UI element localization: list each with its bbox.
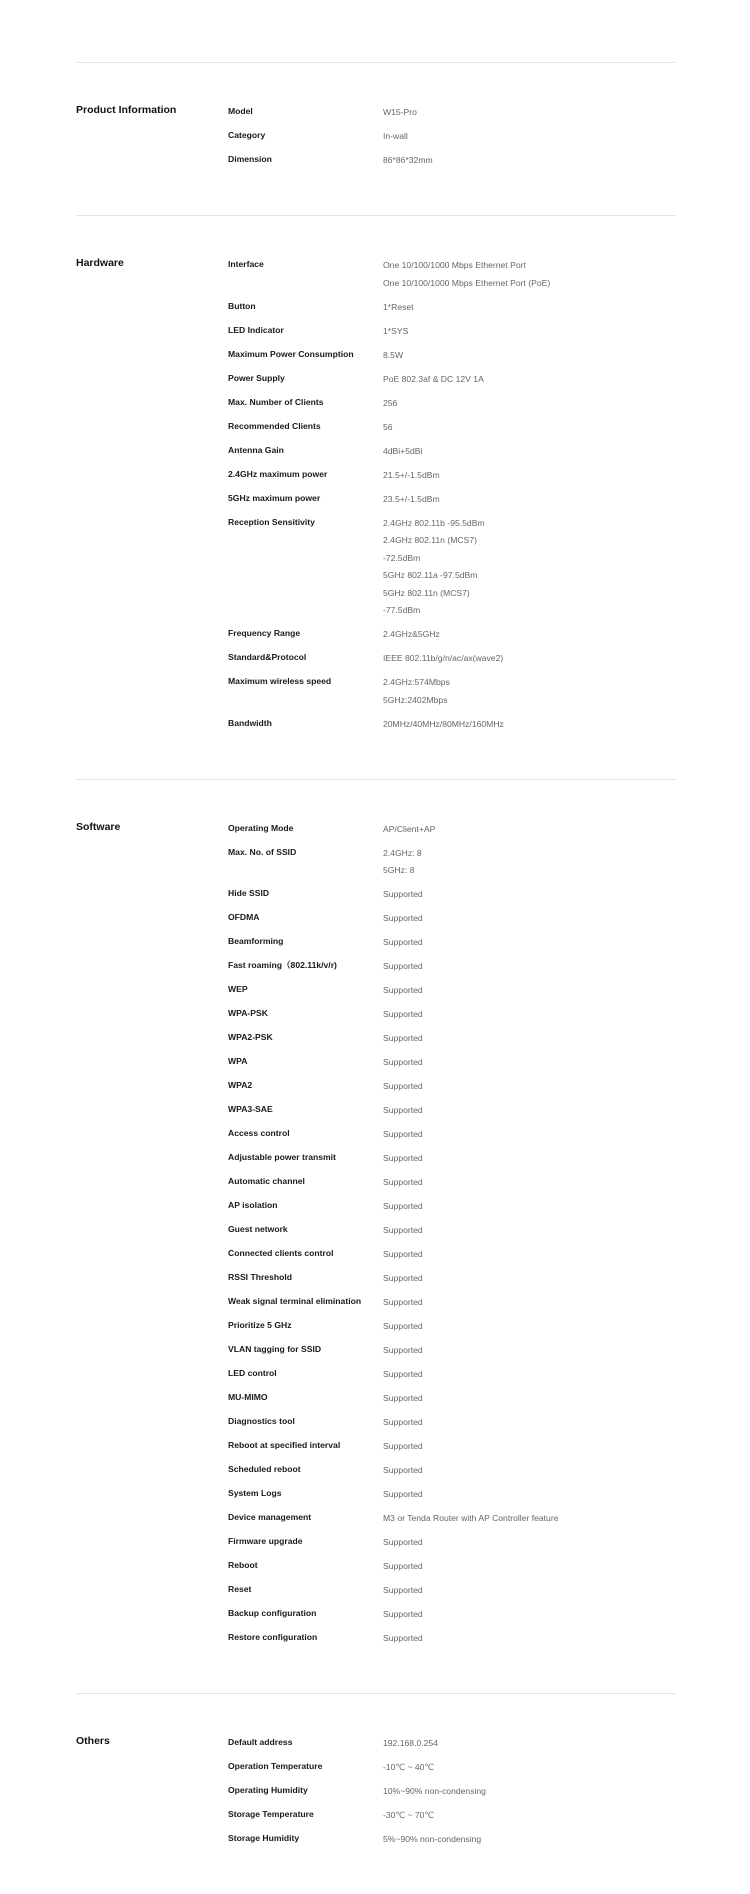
spec-values: [383, 1053, 676, 1071]
spec-row: [228, 673, 676, 708]
spec-row: [228, 1245, 676, 1263]
spec-value: 8.5W: [383, 349, 404, 360]
spec-values: [383, 820, 676, 838]
spec-values: [383, 1830, 676, 1848]
section-title: Hardware: [76, 257, 124, 269]
spec-row: [228, 1485, 676, 1503]
spec-label: Prioritize 5 GHz: [228, 1320, 292, 1330]
spec-row: [228, 1581, 676, 1599]
spec-page: [76, 62, 676, 1894]
spec-values: [383, 1149, 676, 1167]
spec-label: Device management: [228, 1512, 312, 1522]
spec-value: Supported: [383, 1417, 423, 1427]
spec-label: WPA2-PSK: [228, 1032, 273, 1042]
spec-section: [76, 1694, 676, 1894]
spec-values: [383, 1413, 676, 1431]
spec-value: In-wall: [383, 131, 408, 141]
spec-values: [383, 1734, 676, 1752]
spec-value: Supported: [383, 1489, 423, 1499]
spec-label: Interface: [228, 259, 264, 269]
spec-values: [383, 1173, 676, 1191]
spec-label: Maximum Power Consumption: [228, 348, 354, 359]
spec-value: 4dBi+5dBi: [383, 445, 423, 456]
spec-row: [228, 1365, 676, 1383]
spec-row: [228, 1005, 676, 1023]
spec-value: Supported: [383, 1009, 423, 1019]
spec-row: [228, 1077, 676, 1095]
spec-values: [383, 1245, 676, 1263]
spec-values: [383, 1509, 676, 1527]
spec-section: [76, 63, 676, 215]
spec-row: [228, 322, 676, 340]
spec-value: 256: [383, 397, 398, 408]
spec-values: [383, 1005, 676, 1023]
spec-label: Storage Temperature: [228, 1809, 314, 1819]
spec-value: Supported: [383, 1537, 423, 1547]
spec-label: Model: [228, 106, 253, 116]
spec-values: [383, 103, 676, 121]
spec-value: -77.5dBm: [383, 605, 421, 615]
spec-values: [383, 1581, 676, 1599]
spec-value: Supported: [383, 889, 423, 899]
spec-values: [383, 1389, 676, 1407]
spec-value: AP/Client+AP: [383, 823, 436, 834]
spec-row: [228, 1734, 676, 1752]
spec-values: [383, 957, 676, 975]
spec-label: MU-MIMO: [228, 1392, 268, 1402]
spec-label: LED control: [228, 1368, 277, 1378]
spec-value: 5GHz 802.11a -97.5dBm: [383, 570, 478, 580]
spec-label: Antenna Gain: [228, 444, 284, 455]
spec-row: [228, 649, 676, 667]
spec-row: [228, 1830, 676, 1848]
spec-values: [383, 1437, 676, 1455]
spec-value: Supported: [383, 1033, 423, 1043]
spec-value: 21.5+/-1.5dBm: [383, 469, 440, 480]
spec-row: [228, 1197, 676, 1215]
spec-rows: [228, 256, 676, 739]
spec-row: [228, 514, 676, 619]
spec-values: [383, 127, 676, 145]
spec-row: [228, 394, 676, 412]
spec-row: [228, 490, 676, 508]
spec-value: Supported: [383, 937, 423, 947]
spec-label: Recommended Clients: [228, 420, 321, 431]
spec-row: [228, 103, 676, 121]
spec-value: M3 or Tenda Router with AP Controller feature: [383, 1513, 559, 1523]
spec-row: [228, 1806, 676, 1824]
spec-values: [383, 909, 676, 927]
spec-label: Power Supply: [228, 372, 285, 383]
spec-row: [228, 1605, 676, 1623]
spec-label: Restore configuration: [228, 1632, 318, 1642]
spec-values: [383, 1029, 676, 1047]
spec-value: 2.4GHz 802.11b -95.5dBm: [383, 517, 485, 528]
spec-value: 56: [383, 421, 393, 432]
spec-row: [228, 442, 676, 460]
spec-values: [383, 1101, 676, 1119]
spec-row: [228, 466, 676, 484]
spec-row: [228, 1341, 676, 1359]
spec-row: [228, 1317, 676, 1335]
spec-values: [383, 1557, 676, 1575]
spec-row: [228, 715, 676, 733]
spec-label: Bandwidth: [228, 717, 272, 728]
spec-values: [383, 1629, 676, 1647]
spec-value: 5GHz:2402Mbps: [383, 694, 448, 705]
spec-values: [383, 1317, 676, 1335]
spec-values: [383, 673, 676, 708]
spec-row: [228, 933, 676, 951]
spec-row: [228, 981, 676, 999]
spec-values: [383, 442, 676, 460]
spec-values: [383, 885, 676, 903]
spec-row: [228, 418, 676, 436]
spec-values: [383, 844, 676, 879]
spec-label: OFDMA: [228, 912, 260, 922]
spec-row: [228, 885, 676, 903]
spec-label: Maximum wireless speed: [228, 676, 332, 686]
spec-values: [383, 322, 676, 340]
spec-label: Connected clients control: [228, 1248, 334, 1258]
spec-label: Automatic channel: [228, 1176, 305, 1186]
spec-label: Guest network: [228, 1224, 288, 1234]
spec-value: Supported: [383, 1321, 423, 1331]
spec-row: [228, 820, 676, 838]
spec-value: Supported: [383, 1177, 423, 1187]
spec-value: 23.5+/-1.5dBm: [383, 493, 440, 504]
spec-values: [383, 1605, 676, 1623]
spec-row: [228, 1101, 676, 1119]
spec-label: AP isolation: [228, 1200, 278, 1210]
spec-label: VLAN tagging for SSID: [228, 1344, 322, 1354]
spec-values: [383, 514, 676, 619]
section-title: Software: [76, 820, 121, 833]
spec-values: [383, 1533, 676, 1551]
spec-label: Access control: [228, 1128, 290, 1138]
spec-row: [228, 127, 676, 145]
spec-value: One 10/100/1000 Mbps Ethernet Port (PoE): [383, 277, 551, 288]
spec-values: [383, 418, 676, 436]
spec-row: [228, 1782, 676, 1800]
spec-row: [228, 1461, 676, 1479]
spec-label: Hide SSID: [228, 888, 270, 898]
spec-row: [228, 1221, 676, 1239]
spec-row: [228, 298, 676, 316]
spec-label: WPA3-SAE: [228, 1104, 273, 1114]
spec-label: Operating Mode: [228, 822, 294, 833]
spec-values: [383, 394, 676, 412]
spec-rows: [228, 103, 676, 175]
spec-values: [383, 256, 676, 291]
spec-value: 2.4GHz 802.11n (MCS7): [383, 535, 477, 545]
spec-values: [383, 1341, 676, 1359]
spec-values: [383, 370, 676, 388]
spec-value: 10%~90% non-condensing: [383, 1786, 486, 1796]
spec-label: Fast roaming（802.11k/v/r): [228, 960, 337, 970]
spec-value: 5%~90% non-condensing: [383, 1834, 482, 1844]
spec-values: [383, 715, 676, 733]
spec-values: [383, 466, 676, 484]
spec-label: WPA-PSK: [228, 1008, 268, 1018]
spec-value: 1*SYS: [383, 325, 409, 336]
spec-row: [228, 1557, 676, 1575]
spec-value: Supported: [383, 1153, 423, 1163]
spec-values: [383, 1782, 676, 1800]
spec-value: Supported: [383, 1201, 423, 1211]
spec-value: Supported: [383, 1249, 423, 1259]
spec-value: Supported: [383, 1609, 423, 1619]
spec-label: Dimension: [228, 154, 272, 164]
spec-value: Supported: [383, 1585, 423, 1595]
spec-value: 20MHz/40MHz/80MHz/160MHz: [383, 718, 504, 729]
spec-values: [383, 1365, 676, 1383]
spec-value: 86*86*32mm: [383, 155, 433, 165]
spec-values: [383, 1485, 676, 1503]
spec-label: Reset: [228, 1584, 252, 1594]
spec-row: [228, 256, 676, 291]
spec-label: Reception Sensitivity: [228, 516, 315, 527]
spec-label: WPA: [228, 1056, 248, 1066]
spec-row: [228, 1509, 676, 1527]
spec-value: Supported: [383, 1129, 423, 1139]
spec-label: LED Indicator: [228, 324, 284, 335]
spec-values: [383, 1077, 676, 1095]
spec-row: [228, 1437, 676, 1455]
spec-values: [383, 346, 676, 364]
spec-row: [228, 1413, 676, 1431]
spec-value: 2.4GHz: 8: [383, 847, 422, 858]
spec-values: [383, 649, 676, 667]
spec-value: Supported: [383, 1561, 423, 1571]
spec-row: [228, 1758, 676, 1776]
spec-row: [228, 844, 676, 879]
spec-values: [383, 298, 676, 316]
spec-row: [228, 1629, 676, 1647]
spec-values: [383, 1269, 676, 1287]
spec-label: Frequency Range: [228, 628, 301, 638]
spec-label: Max. Number of Clients: [228, 396, 324, 407]
spec-values: [383, 1197, 676, 1215]
spec-label: Operating Humidity: [228, 1785, 308, 1795]
spec-value: Supported: [383, 1465, 423, 1475]
spec-row: [228, 1389, 676, 1407]
spec-values: [383, 933, 676, 951]
spec-row: [228, 1269, 676, 1287]
spec-value: 192.168.0.254: [383, 1738, 438, 1748]
spec-value: Supported: [383, 1633, 423, 1643]
spec-values: [383, 981, 676, 999]
spec-value: Supported: [383, 1441, 423, 1451]
spec-label: 2.4GHz maximum power: [228, 468, 328, 479]
spec-value: Supported: [383, 1057, 423, 1067]
spec-label: WEP: [228, 984, 248, 994]
spec-label: WPA2: [228, 1080, 253, 1090]
spec-row: [228, 151, 676, 169]
spec-label: Operation Temperature: [228, 1761, 323, 1771]
spec-values: [383, 490, 676, 508]
spec-value: 5GHz: 8: [383, 865, 415, 875]
spec-values: [383, 151, 676, 169]
spec-value: IEEE 802.11b/g/n/ac/ax(wave2): [383, 653, 504, 663]
spec-value: -30℃ ~ 70℃: [383, 1810, 435, 1820]
spec-row: [228, 1053, 676, 1071]
spec-value: Supported: [383, 1273, 423, 1283]
spec-section: [76, 780, 676, 1694]
spec-value: Supported: [383, 913, 423, 923]
spec-row: [228, 346, 676, 364]
spec-values: [383, 1806, 676, 1824]
spec-row: [228, 1125, 676, 1143]
spec-values: [383, 1758, 676, 1776]
spec-values: [383, 1221, 676, 1239]
spec-value: Supported: [383, 1081, 423, 1091]
spec-label: Diagnostics tool: [228, 1416, 295, 1426]
spec-value: Supported: [383, 1393, 423, 1403]
spec-label: Adjustable power transmit: [228, 1152, 336, 1162]
spec-label: Weak signal terminal elimination: [228, 1296, 362, 1306]
spec-label: Scheduled reboot: [228, 1464, 301, 1474]
spec-value: One 10/100/1000 Mbps Ethernet Port: [383, 260, 526, 270]
spec-values: [383, 1125, 676, 1143]
spec-row: [228, 1293, 676, 1311]
spec-row: [228, 625, 676, 643]
spec-label: System Logs: [228, 1488, 282, 1498]
spec-values: [383, 1461, 676, 1479]
spec-value: Supported: [383, 985, 423, 995]
spec-values: [383, 1293, 676, 1311]
spec-label: Standard&Protocol: [228, 652, 307, 662]
spec-value: Supported: [383, 1297, 423, 1307]
spec-label: Firmware upgrade: [228, 1536, 303, 1546]
spec-value: Supported: [383, 1225, 423, 1235]
spec-label: 5GHz maximum power: [228, 492, 321, 503]
section-title: Product Information: [76, 104, 177, 116]
spec-value: -72.5dBm: [383, 552, 421, 563]
spec-label: RSSI Threshold: [228, 1272, 292, 1282]
spec-value: 2.4GHz:574Mbps: [383, 677, 450, 687]
spec-value: 2.4GHz&5GHz: [383, 629, 440, 639]
spec-label: Max. No. of SSID: [228, 846, 297, 857]
spec-label: Backup configuration: [228, 1608, 317, 1618]
section-title: Others: [76, 1735, 110, 1747]
spec-section: [76, 216, 676, 779]
spec-label: Button: [228, 300, 256, 311]
spec-row: [228, 1173, 676, 1191]
spec-row: [228, 1533, 676, 1551]
spec-row: [228, 909, 676, 927]
spec-value: Supported: [383, 961, 423, 971]
spec-value: 1*Reset: [383, 301, 414, 312]
spec-value: Supported: [383, 1345, 423, 1355]
spec-label: Storage Humidity: [228, 1833, 300, 1843]
spec-value: Supported: [383, 1369, 423, 1379]
spec-label: Default address: [228, 1737, 293, 1747]
spec-row: [228, 370, 676, 388]
spec-rows: [228, 1734, 676, 1854]
spec-value: 5GHz 802.11n (MCS7): [383, 587, 470, 598]
spec-rows: [228, 820, 676, 1654]
spec-value: PoE 802.3af & DC 12V 1A: [383, 373, 484, 384]
spec-values: [383, 625, 676, 643]
spec-label: Beamforming: [228, 936, 284, 946]
spec-label: Reboot: [228, 1560, 258, 1570]
spec-value: W15-Pro: [383, 107, 417, 117]
spec-label: Category: [228, 130, 266, 140]
spec-label: Reboot at specified interval: [228, 1440, 341, 1450]
spec-row: [228, 957, 676, 975]
spec-row: [228, 1149, 676, 1167]
spec-value: -10℃ ~ 40℃: [383, 1762, 435, 1772]
spec-row: [228, 1029, 676, 1047]
spec-value: Supported: [383, 1105, 423, 1115]
